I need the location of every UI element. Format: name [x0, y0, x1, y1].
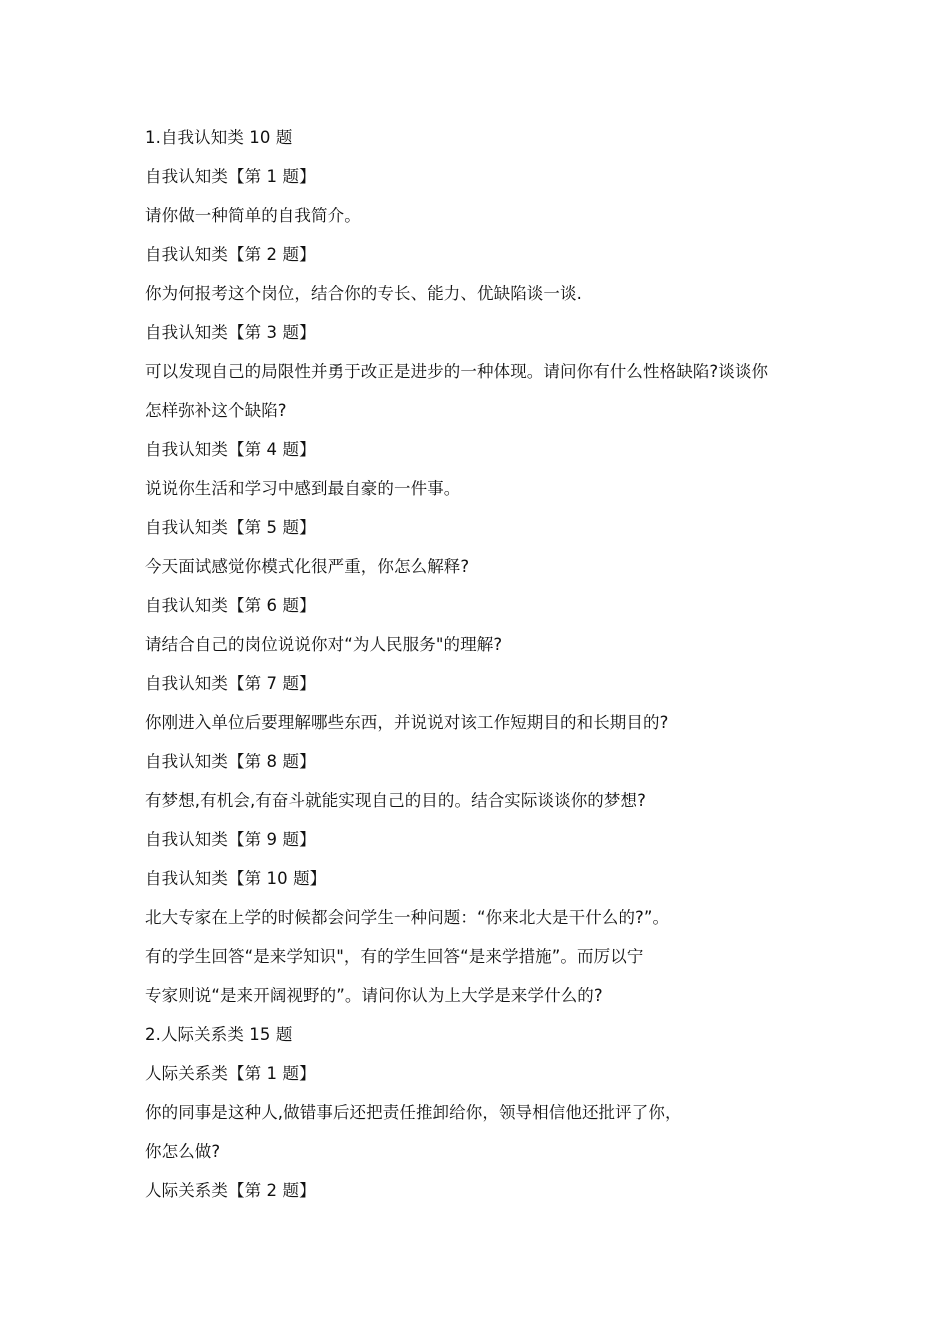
question-heading: 自我认知类【第 10 题】 — [145, 869, 327, 888]
question-text: 你的同事是这种人,做错事后还把责任推卸给你，领导相信他还批评了你， — [145, 1103, 682, 1122]
question-text: 你刚进入单位后要理解哪些东西，并说说对该工作短期目的和长期目的? — [145, 713, 669, 732]
question-text: 你为何报考这个岗位，结合你的专长、能力、优缺陷谈一谈. — [145, 284, 582, 303]
question-text: 可以发现自己的局限性并勇于改正是进步的一种体现。请问你有什么性格缺陷?谈谈你 — [145, 362, 769, 381]
question-text: 有梦想,有机会,有奋斗就能实现自己的目的。结合实际谈谈你的梦想? — [145, 791, 646, 810]
question-heading: 自我认知类【第 1 题】 — [145, 167, 316, 186]
question-heading: 自我认知类【第 3 题】 — [145, 323, 316, 342]
section-heading: 1.自我认知类 10 题 — [145, 128, 293, 147]
question-heading: 自我认知类【第 2 题】 — [145, 245, 316, 264]
question-text: 怎样弥补这个缺陷? — [145, 401, 287, 420]
question-heading: 自我认知类【第 9 题】 — [145, 830, 316, 849]
question-heading: 自我认知类【第 6 题】 — [145, 596, 316, 615]
question-text: 专家则说“是来开阔视野的”。请问你认为上大学是来学什么的? — [145, 986, 603, 1005]
question-text: 北大专家在上学的时候都会问学生一种问题：“你来北大是干什么的?”。 — [145, 908, 670, 927]
question-text: 有的学生回答“是来学知识"，有的学生回答“是来学措施”。而厉以宁 — [145, 947, 644, 966]
question-heading: 人际关系类【第 1 题】 — [145, 1064, 316, 1083]
question-heading: 自我认知类【第 8 题】 — [145, 752, 316, 771]
question-text: 今天面试感觉你模式化很严重，你怎么解释? — [145, 557, 470, 576]
document-body — [145, 125, 845, 1217]
section-heading: 2.人际关系类 15 题 — [145, 1025, 293, 1044]
question-text: 请你做一种简单的自我简介。 — [145, 206, 361, 225]
question-heading: 自我认知类【第 5 题】 — [145, 518, 316, 537]
question-heading: 自我认知类【第 4 题】 — [145, 440, 316, 459]
question-text: 说说你生活和学习中感到最自豪的一件事。 — [145, 479, 461, 498]
question-text: 你怎么做? — [145, 1142, 221, 1161]
question-heading: 自我认知类【第 7 题】 — [145, 674, 316, 693]
question-heading: 人际关系类【第 2 题】 — [145, 1181, 316, 1200]
question-text: 请结合自己的岗位说说你对“为人民服务"的理解? — [145, 635, 503, 654]
